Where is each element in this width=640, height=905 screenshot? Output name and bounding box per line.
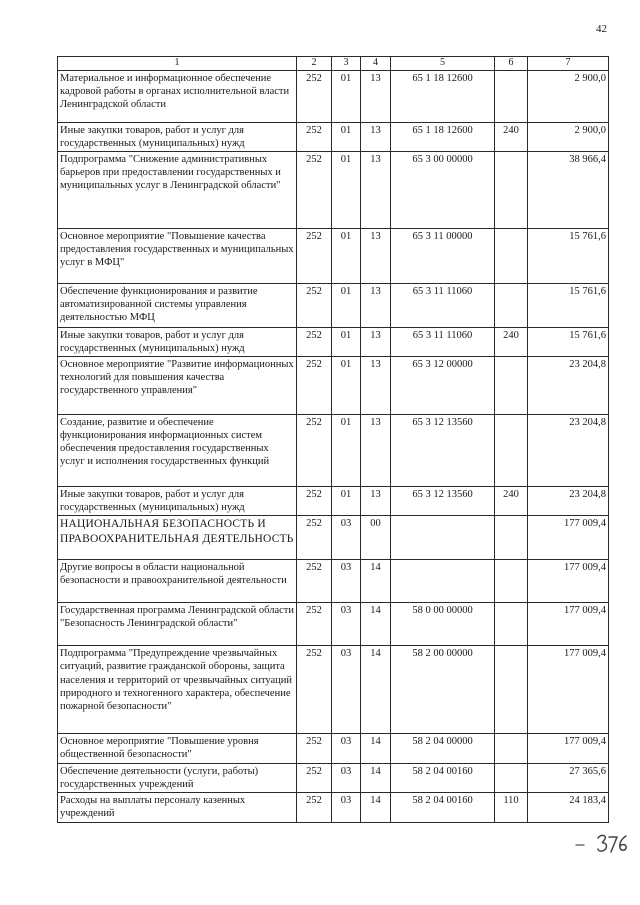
- row-target-code: 65 3 12 13560: [391, 415, 495, 487]
- page-number: 42: [596, 23, 607, 35]
- row-amount: 38 966,4: [528, 151, 609, 228]
- table-row: [58, 516, 609, 560]
- row-section-code: 01: [332, 327, 361, 356]
- row-name: Основное мероприятие "Повышение качества предоставления государственных и муниципальных услуг в МФЦ": [58, 228, 297, 283]
- header-cell: 4: [361, 57, 391, 71]
- table-row: [58, 283, 609, 327]
- header-cell: 7: [528, 57, 609, 71]
- row-section-code: 03: [332, 516, 361, 560]
- row-name: Основное мероприятие "Развитие информационных технологий для повышения качества государственного управления": [58, 357, 297, 415]
- row-section-code: 03: [332, 763, 361, 792]
- row-amount: 23 204,8: [528, 487, 609, 516]
- row-name: Иные закупки товаров, работ и услуг для государственных (муниципальных) нужд: [58, 122, 297, 151]
- row-admin-code: 252: [297, 122, 332, 151]
- row-admin-code: 252: [297, 646, 332, 734]
- row-subsection-code: 13: [361, 415, 391, 487]
- table-row: [58, 415, 609, 487]
- row-name: НАЦИОНАЛЬНАЯ БЕЗОПАСНОСТЬ И ПРАВООХРАНИТЕЛЬНАЯ ДЕЯТЕЛЬНОСТЬ: [58, 516, 297, 560]
- budget-table: [57, 56, 609, 823]
- row-name: Обеспечение функционирования и развитие автоматизированной системы управления деятельностью МФЦ: [58, 283, 297, 327]
- row-subsection-code: 14: [361, 560, 391, 603]
- row-name: Расходы на выплаты персоналу казенных учреждений: [58, 792, 297, 822]
- table-row: [58, 763, 609, 792]
- header-cell: 5: [391, 57, 495, 71]
- row-admin-code: 252: [297, 792, 332, 822]
- row-expense-type: [495, 763, 528, 792]
- row-amount: 2 900,0: [528, 122, 609, 151]
- row-amount: 24 183,4: [528, 792, 609, 822]
- row-expense-type: [495, 560, 528, 603]
- row-amount: 23 204,8: [528, 415, 609, 487]
- row-admin-code: 252: [297, 327, 332, 356]
- header-row: [58, 57, 609, 71]
- row-target-code: 65 1 18 12600: [391, 122, 495, 151]
- row-subsection-code: 14: [361, 734, 391, 763]
- table-row: [58, 70, 609, 122]
- row-subsection-code: 14: [361, 792, 391, 822]
- row-section-code: 01: [332, 228, 361, 283]
- row-subsection-code: 13: [361, 487, 391, 516]
- row-admin-code: 252: [297, 516, 332, 560]
- table-row: [58, 792, 609, 822]
- row-target-code: 65 3 11 11060: [391, 327, 495, 356]
- handwritten-page-mark: [574, 822, 630, 858]
- header-cell: 3: [332, 57, 361, 71]
- row-expense-type: [495, 415, 528, 487]
- row-subsection-code: 13: [361, 327, 391, 356]
- row-amount: 15 761,6: [528, 327, 609, 356]
- row-target-code: 65 1 18 12600: [391, 70, 495, 122]
- row-target-code: 58 2 04 00000: [391, 734, 495, 763]
- row-subsection-code: 13: [361, 151, 391, 228]
- row-admin-code: 252: [297, 763, 332, 792]
- row-admin-code: 252: [297, 151, 332, 228]
- table-row: [58, 487, 609, 516]
- row-subsection-code: 13: [361, 228, 391, 283]
- row-admin-code: 252: [297, 560, 332, 603]
- table-row: [58, 122, 609, 151]
- row-amount: 15 761,6: [528, 283, 609, 327]
- row-name: Создание, развитие и обеспечение функционирования информационных систем обеспечения предоставления государственных услуг и исполнения государственных функций: [58, 415, 297, 487]
- row-admin-code: 252: [297, 734, 332, 763]
- row-section-code: 03: [332, 792, 361, 822]
- table-row: [58, 646, 609, 734]
- row-subsection-code: 00: [361, 516, 391, 560]
- row-subsection-code: 14: [361, 603, 391, 646]
- row-section-code: 01: [332, 122, 361, 151]
- row-target-code: 65 3 00 00000: [391, 151, 495, 228]
- row-section-code: 01: [332, 357, 361, 415]
- row-admin-code: 252: [297, 228, 332, 283]
- row-expense-type: [495, 516, 528, 560]
- row-name: Другие вопросы в области национальной безопасности и правоохранительной деятельности: [58, 560, 297, 603]
- row-expense-type: 240: [495, 487, 528, 516]
- row-subsection-code: 14: [361, 646, 391, 734]
- row-section-code: 01: [332, 283, 361, 327]
- row-target-code: [391, 516, 495, 560]
- row-target-code: 65 3 11 00000: [391, 228, 495, 283]
- row-amount: 27 365,6: [528, 763, 609, 792]
- row-subsection-code: 14: [361, 763, 391, 792]
- row-expense-type: [495, 734, 528, 763]
- row-subsection-code: 13: [361, 357, 391, 415]
- row-target-code: 58 2 00 00000: [391, 646, 495, 734]
- header-cell: 2: [297, 57, 332, 71]
- row-amount: 177 009,4: [528, 646, 609, 734]
- row-expense-type: 240: [495, 122, 528, 151]
- row-target-code: 65 3 12 13560: [391, 487, 495, 516]
- row-name: Подпрограмма "Снижение административных барьеров при предоставлении государственных и муниципальных услуг в Ленинградской области": [58, 151, 297, 228]
- header-cell: 6: [495, 57, 528, 71]
- row-target-code: 58 2 04 00160: [391, 792, 495, 822]
- row-name: Материальное и информационное обеспечение кадровой работы в органах исполнительной власти Ленинградской области: [58, 70, 297, 122]
- row-section-code: 01: [332, 415, 361, 487]
- table-row: [58, 603, 609, 646]
- row-target-code: 65 3 12 00000: [391, 357, 495, 415]
- row-section-code: 01: [332, 487, 361, 516]
- table-row: [58, 357, 609, 415]
- row-admin-code: 252: [297, 70, 332, 122]
- row-expense-type: 240: [495, 327, 528, 356]
- row-subsection-code: 13: [361, 122, 391, 151]
- row-expense-type: [495, 646, 528, 734]
- row-amount: 177 009,4: [528, 734, 609, 763]
- row-section-code: 03: [332, 734, 361, 763]
- row-amount: 2 900,0: [528, 70, 609, 122]
- row-target-code: 58 0 00 00000: [391, 603, 495, 646]
- row-amount: 15 761,6: [528, 228, 609, 283]
- row-target-code: [391, 560, 495, 603]
- row-name: Основное мероприятие "Повышение уровня общественной безопасности": [58, 734, 297, 763]
- row-section-code: 01: [332, 151, 361, 228]
- row-admin-code: 252: [297, 603, 332, 646]
- row-section-code: 01: [332, 70, 361, 122]
- row-expense-type: [495, 151, 528, 228]
- row-target-code: 65 3 11 11060: [391, 283, 495, 327]
- row-admin-code: 252: [297, 357, 332, 415]
- row-amount: 23 204,8: [528, 357, 609, 415]
- table-row: [58, 327, 609, 356]
- row-name: Подпрограмма "Предупреждение чрезвычайных ситуаций, развитие гражданской обороны, защита населения и территорий от чрезвычайных ситуаций природного и техногенного характера, обеспечение пожарной безопасности": [58, 646, 297, 734]
- table-row: [58, 151, 609, 228]
- row-name: Государственная программа Ленинградской области "Безопасность Ленинградской области": [58, 603, 297, 646]
- row-expense-type: 110: [495, 792, 528, 822]
- row-expense-type: [495, 283, 528, 327]
- table-row: [58, 228, 609, 283]
- row-expense-type: [495, 70, 528, 122]
- row-name: Обеспечение деятельности (услуги, работы) государственных учреждений: [58, 763, 297, 792]
- row-name: Иные закупки товаров, работ и услуг для государственных (муниципальных) нужд: [58, 487, 297, 516]
- row-expense-type: [495, 357, 528, 415]
- row-section-code: 03: [332, 603, 361, 646]
- row-admin-code: 252: [297, 415, 332, 487]
- row-expense-type: [495, 228, 528, 283]
- row-subsection-code: 13: [361, 283, 391, 327]
- row-section-code: 03: [332, 560, 361, 603]
- row-expense-type: [495, 603, 528, 646]
- row-amount: 177 009,4: [528, 560, 609, 603]
- row-section-code: 03: [332, 646, 361, 734]
- row-name: Иные закупки товаров, работ и услуг для государственных (муниципальных) нужд: [58, 327, 297, 356]
- row-amount: 177 009,4: [528, 603, 609, 646]
- row-amount: 177 009,4: [528, 516, 609, 560]
- table-row: [58, 560, 609, 603]
- row-target-code: 58 2 04 00160: [391, 763, 495, 792]
- row-admin-code: 252: [297, 487, 332, 516]
- row-subsection-code: 13: [361, 70, 391, 122]
- row-admin-code: 252: [297, 283, 332, 327]
- header-cell: 1: [58, 57, 297, 71]
- table-row: [58, 734, 609, 763]
